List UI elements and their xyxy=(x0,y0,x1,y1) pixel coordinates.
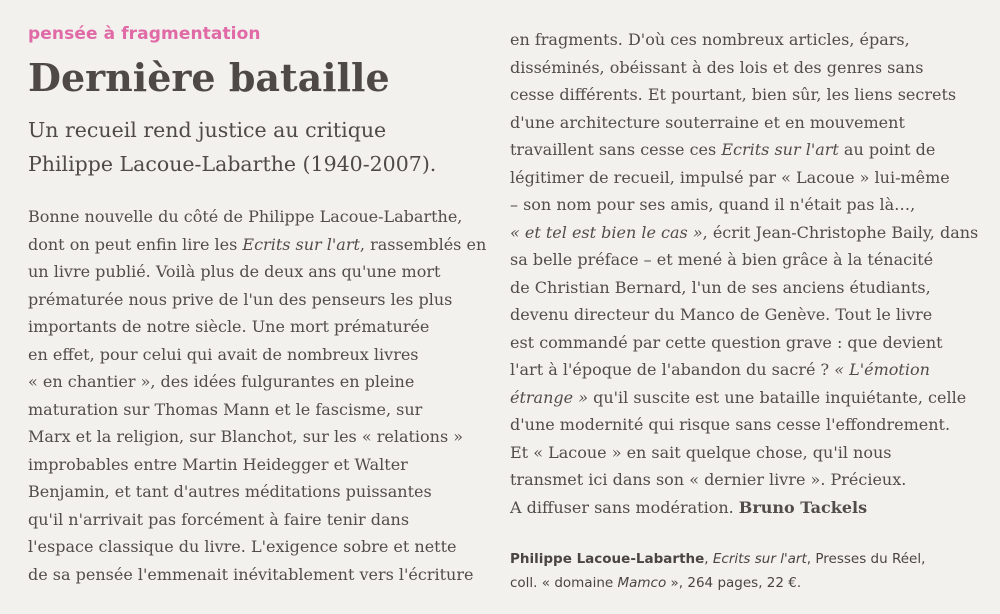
left-column xyxy=(28,24,490,588)
right-column xyxy=(510,26,980,595)
body-line: d'une architecture souterraine et en mouvement xyxy=(510,112,905,132)
body-line: « et tel est bien le cas », écrit Jean-Christophe Baily, dans xyxy=(510,222,979,242)
body-line: qu'il n'arrivait pas forcément à faire tenir dans xyxy=(28,509,410,529)
body-line: en fragments. D'où ces nombreux articles, épars, xyxy=(510,30,910,49)
body-line: prématurée nous prive de l'un des penseurs les plus xyxy=(28,289,453,309)
quote: étrange » xyxy=(510,387,588,407)
quote: « L'émotion xyxy=(834,360,930,379)
credits-author: Philippe Lacoue-Labarthe xyxy=(510,551,705,567)
body-line: est commandé par cette question grave : que devient xyxy=(510,332,943,352)
body-line: Benjamin, et tant d'autres méditations puissantes xyxy=(28,482,432,501)
book-credits xyxy=(510,547,980,595)
article-author: Bruno Tackels xyxy=(738,497,868,517)
credits-work: Ecrits sur l'art xyxy=(712,551,807,567)
subtitle-line: Philippe Lacoue-Labarthe (1940-2007). xyxy=(28,152,437,176)
body-line: disséminés, obéissant à des lois et des genres sans xyxy=(510,57,924,77)
body-line: l'espace classique du livre. L'exigence sobre et nette xyxy=(28,537,457,556)
body-line: devenu directeur du Manco de Genève. Tout le livre xyxy=(510,305,933,324)
book-title: Ecrits sur l'art xyxy=(721,140,839,159)
body-line: A diffuser sans modération. Bruno Tackels xyxy=(510,497,868,517)
body-line: maturation sur Thomas Mann et le fascisme, sur xyxy=(28,399,423,419)
body-line: « en chantier », des idées fulgurantes en pleine xyxy=(28,372,415,391)
body-line: de Christian Bernard, l'un de ses anciens étudiants, xyxy=(510,277,931,297)
body-line: dont on peut enfin lire les Ecrits sur l'art, rassemblés en xyxy=(28,234,487,254)
credits-line: Philippe Lacoue-Labarthe, Ecrits sur l'art, Presses du Réel, xyxy=(510,551,926,567)
body-line: travaillent sans cesse ces Ecrits sur l'art au point de xyxy=(510,140,936,159)
body-line: importants de notre siècle. Une mort prématurée xyxy=(28,317,430,336)
body-line: l'art à l'époque de l'abandon du sacré ? « L'émotion xyxy=(510,360,930,379)
book-title: Ecrits sur l'art xyxy=(242,234,360,254)
article-subtitle xyxy=(28,113,490,181)
section-kicker: pensée à fragmentation xyxy=(28,24,261,44)
body-line: sa belle préface – et mené à bien grâce à la ténacité xyxy=(510,250,934,269)
body-line: en effet, pour celui qui avait de nombreux livres xyxy=(28,344,419,364)
credits-collection: Mamco xyxy=(617,575,667,591)
subtitle-line: Un recueil rend justice au critique xyxy=(28,118,387,142)
body-line: de sa pensée l'emmenait inévitablement vers l'écriture xyxy=(28,564,474,584)
body-line: étrange » qu'il suscite est une bataille inquiétante, celle xyxy=(510,387,967,407)
body-line: Bonne nouvelle du côté de Philippe Lacoue-Labarthe, xyxy=(28,207,463,226)
body-line: légitimer de recueil, impulsé par « Lacoue » lui-même xyxy=(510,167,950,187)
body-line: Et « Lacoue » en sait quelque chose, qu'il nous xyxy=(510,442,892,462)
body-line: transmet ici dans son « dernier livre ». Précieux. xyxy=(510,470,907,489)
article-body-left xyxy=(28,203,490,588)
body-line: cesse différents. Et pourtant, bien sûr, les liens secrets xyxy=(510,85,957,104)
body-line: d'une modernité qui risque sans cesse l'effondrement. xyxy=(510,415,951,434)
credits-line: coll. « domaine Mamco », 264 pages, 22 €. xyxy=(510,575,802,591)
body-line: improbables entre Martin Heidegger et Walter xyxy=(28,454,408,474)
quote: « et tel est bien le cas » xyxy=(510,222,703,242)
article-body-right xyxy=(510,26,980,521)
body-line: – son nom pour ses amis, quand il n'était pas là…, xyxy=(510,195,916,214)
body-line: Marx et la religion, sur Blanchot, sur les « relations » xyxy=(28,427,464,446)
article-title: Dernière bataille xyxy=(28,55,390,100)
body-line: un livre publié. Voilà plus de deux ans qu'une mort xyxy=(28,262,441,281)
